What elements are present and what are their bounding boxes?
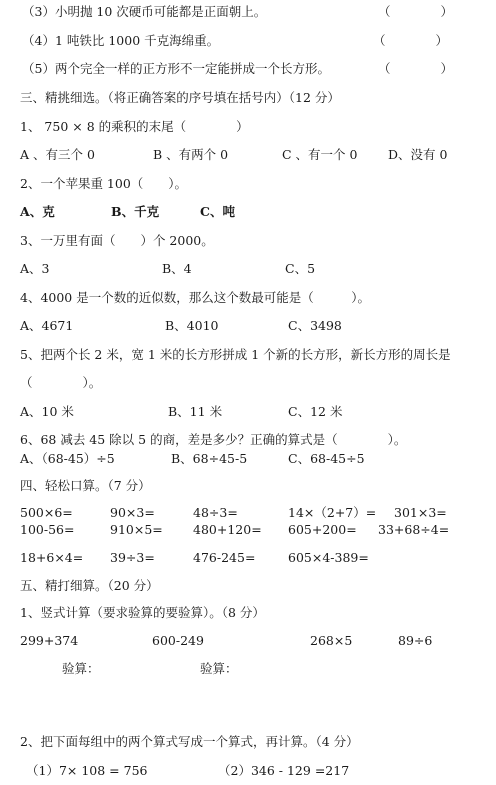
s3-q1-stem: 1、 750 × 8 的乘积的末尾（ ） — [20, 119, 249, 134]
s5-q1-title: 1、竖式计算（要求验算的要验算）。（8 分） — [20, 605, 265, 620]
s3-q4-stem: 4、4000 是一个数的近似数，那么这个数最可能是（ ）。 — [20, 290, 370, 305]
oral-calc-item: 605×4-389= — [288, 550, 369, 565]
s3-q4-option-b: B、4010 — [165, 318, 219, 333]
s3-q2-stem: 2、一个苹果重 100（ ）。 — [20, 176, 188, 191]
check-label: 验算： — [200, 661, 238, 676]
s3-q4-option-c: C、3498 — [288, 318, 342, 333]
s3-q6-option-c: C、68-45÷5 — [288, 451, 365, 466]
oral-calc-item: 90×3= — [110, 505, 155, 520]
judge-q3-answer-box[interactable]: （ ） — [378, 4, 454, 19]
oral-calc-item: 100-56= — [20, 522, 75, 537]
s3-q5-option-a: A、10 米 — [20, 404, 74, 419]
oral-calc-item: 14×（2+7）= — [288, 505, 377, 520]
s3-q4-option-a: A、4671 — [20, 318, 74, 333]
oral-calc-item: 910×5= — [110, 522, 163, 537]
oral-calc-item: 476-245= — [193, 550, 256, 565]
s5-q2-item: （1）7× 108 = 756 — [26, 763, 148, 778]
vertical-calc-item: 299+374 — [20, 633, 79, 648]
s3-q3-option-a: A、3 — [20, 261, 50, 276]
s3-q3-option-c: C、5 — [285, 261, 316, 276]
s3-q5-stem-cont: （ ）。 — [20, 375, 102, 390]
section5-title: 五、精打细算。（20 分） — [20, 578, 159, 593]
judge-q5-answer-box[interactable]: （ ） — [378, 61, 454, 76]
section3-title: 三、精挑细选。（将正确答案的序号填在括号内）（12 分） — [20, 90, 340, 105]
oral-calc-item: 500×6= — [20, 505, 73, 520]
judge-q4: （4）1 吨铁比 1000 千克海绵重。 — [22, 33, 220, 48]
section4-title: 四、轻松口算。（7 分） — [20, 478, 151, 493]
oral-calc-item: 605+200= — [288, 522, 357, 537]
oral-calc-item: 301×3= — [394, 505, 447, 520]
s3-q1-option-b: B 、有两个 0 — [153, 147, 229, 162]
s3-q6-stem: 6、68 减去 45 除以 5 的商，差是多少？正确的算式是（ ）。 — [20, 432, 407, 447]
s3-q6-option-b: B、68÷45-5 — [171, 451, 248, 466]
s3-q5-option-c: C、12 米 — [288, 404, 343, 419]
vertical-calc-item: 268×5 — [310, 633, 353, 648]
judge-q5: （5）两个完全一样的正方形不一定能拼成一个长方形。 — [22, 61, 330, 76]
s3-q5-option-b: B、11 米 — [168, 404, 223, 419]
judge-q3: （3）小明抛 10 次硬币可能都是正面朝上。 — [22, 4, 267, 19]
oral-calc-item: 18+6×4= — [20, 550, 84, 565]
oral-calc-item: 39÷3= — [110, 550, 155, 565]
s3-q3-option-b: B、4 — [162, 261, 192, 276]
s3-q1-option-d: D、没有 0 — [388, 147, 448, 162]
oral-calc-item: 33+68÷4= — [378, 522, 450, 537]
oral-calc-item: 48÷3= — [193, 505, 238, 520]
s5-q2-item: （2）346 - 129 =217 — [218, 763, 350, 778]
check-label: 验算： — [62, 661, 100, 676]
vertical-calc-item: 600-249 — [152, 633, 204, 648]
s3-q1-option-a: A 、有三个 0 — [20, 147, 95, 162]
s3-q6-option-a: A、（68-45）÷5 — [20, 451, 115, 466]
s3-q3-stem: 3、一万里有面（ ）个 2000。 — [20, 233, 214, 248]
judge-q4-answer-box[interactable]: （ ） — [373, 33, 449, 48]
s3-q1-option-c: C 、有一个 0 — [282, 147, 358, 162]
vertical-calc-item: 89÷6 — [398, 633, 433, 648]
s3-q5-stem: 5、把两个长 2 米，宽 1 米的长方形拼成 1 个新的长方形，新长方形的周长是 — [20, 347, 451, 362]
s3-q2-option-a: A、克 — [20, 204, 55, 219]
s5-q2-title: 2、把下面每组中的两个算式写成一个算式，再计算。（4 分） — [20, 734, 359, 749]
oral-calc-item: 480+120= — [193, 522, 262, 537]
s3-q2-option-b: B、千克 — [111, 204, 160, 219]
s3-q2-option-c: C、吨 — [200, 204, 235, 219]
